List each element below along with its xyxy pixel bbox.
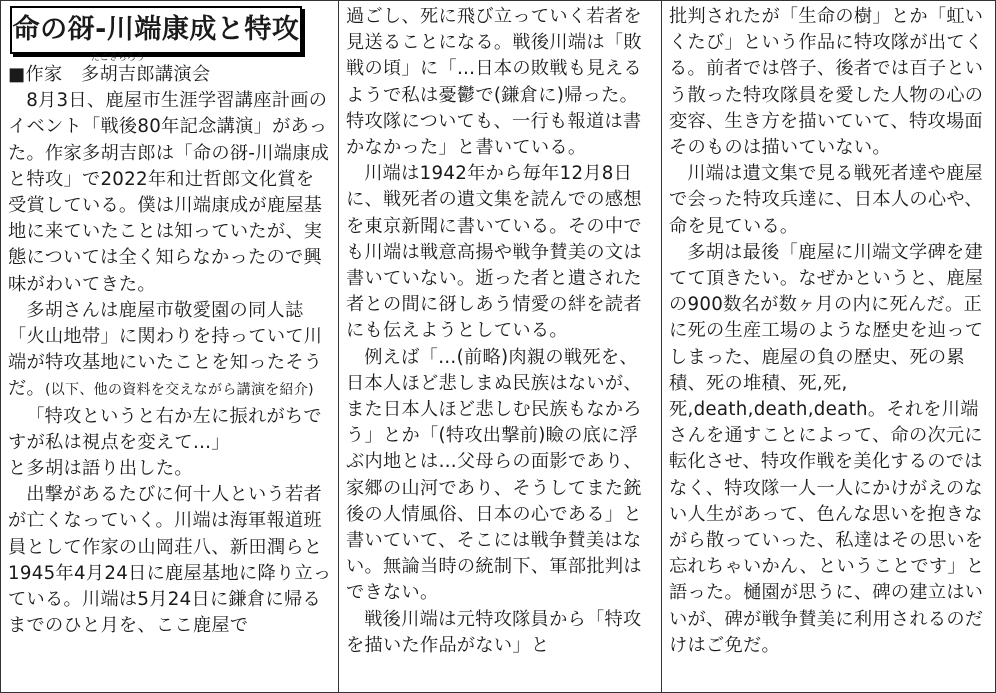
paragraph: 過ごし、死に飛び立っていく若者を見送ることになる。戦後川端は「敗戦の頃」に「…日本の敗戦も見えるようで私は憂鬱で(鎌倉に)帰った。特攻隊についても、一行も報道は書かなかった」と書いている。 <box>346 6 642 159</box>
paragraph: 「特攻というと右か左に振れがちですが私は視点を変えて…」 <box>8 405 322 453</box>
left-rule <box>0 0 1 693</box>
aside-note: (以下、他の資料を交えながら講演を紹介) <box>44 382 314 399</box>
author-name-ruby <box>80 53 155 85</box>
paragraph-text: 多胡さんは鹿屋市敬愛園の同人誌「火山地帯」に関わりを持っていて川端が特攻基地にいたことを知ったそうだ。 <box>8 299 323 400</box>
article-title: 命の谺-川端康成と特攻 <box>12 13 300 45</box>
paragraph: 批判されたが「生命の樹」とか「虹いくたび」という作品に特攻隊が出てくる。前者では啓子、後者では百子という散った特攻隊員を愛した人物の心の変容、生き方を描いていて、特攻場面そのものは描いていない。 <box>669 6 984 159</box>
paragraph: 多胡は最後「鹿屋に川端文学碑を建てて頂きたい。なぜかというと、鹿屋の900数名が数ヶ月の内に死んだ。正に死の生産工場のような歴史を辿ってしまった、鹿屋の負の歴史、死の累積、死の堆積、死,死,死,death,death,death。それを川端さんを通すことによって、命の次元に転化させ、特攻作戦を美化するのではなく、特攻隊一人一人にかけがえのない人生があって、色んな思いを抱きながら散っていった、私達はその思いを忘れちゃいかん、ということです」と語った。樋園が思うに、碑の建立はいいが、碑が戦争賛美に利用されるのだけはご免だ。 <box>669 241 985 656</box>
paragraph: 川端は遺文集で見る戦死者達や鹿屋で会った特攻兵達に、日本人の心や、命を見ている。 <box>669 163 983 237</box>
paragraph: と多胡は語り出した。 <box>8 458 193 480</box>
article-column-3 <box>669 4 987 689</box>
author-furigana: たごきちろう <box>90 53 145 63</box>
paragraph: 8月3日、鹿屋市生涯学習講座計画のイベント「戦後80年記念講演」があった。作家多胡吉郎は「命の谺-川端康成と特攻」で2022年和辻哲郎文化賞を受賞している。僕は川端康成が鹿屋基地に来ていたことは知っていたが、実態については全く知らなかったので興味がわいてきた。 <box>8 90 330 295</box>
paragraph: 川端は1942年から毎年12月8日に、戦死者の遺文集を読んでの感想を東京新聞に書いている。その中でも川端は戦意高揚や戦争賛美の文は書いていない。逝った者と遺された者との間に谺しあう情愛の絆を読者にも伝えようとしている。 <box>346 163 642 342</box>
top-rule <box>0 0 996 1</box>
lecture-label: 講演会 <box>154 64 211 85</box>
author-line <box>8 53 332 88</box>
article-column-1 <box>8 4 332 689</box>
paragraph <box>8 298 332 404</box>
article-title-box <box>10 6 302 54</box>
paragraph: 出撃があるたびに何十人という若者が亡くなっていく。川端は海軍報道班員として作家の山岡荘八、新田潤らと1945年4月24日に鹿屋基地に降り立っている。川端は5月24日に鎌倉に帰るまでのひと月を、ここ鹿屋で <box>8 484 332 637</box>
column-divider-2 <box>661 0 662 693</box>
author-prefix: ■作家 <box>8 64 81 85</box>
paragraph: 戦後川端は元特攻隊員から「特攻を描いた作品がない」と <box>346 608 642 656</box>
paragraph: 例えば「…(前略)肉親の戦死を、日本人ほど悲しまぬ民族はないが、また日本人ほど悲しむ民族もなかろう」とか「(特攻出撃前)瞼の底に浮ぶ内地とは…父母らの面影であり、家郷の山河であり、そうしてまた銃後の人情風俗、日本の心である」と書いていて、そこには戦争賛美はない。無論当時の統制下、軍部批判はできない。 <box>346 346 642 604</box>
column-divider-1 <box>338 0 339 693</box>
article-column-2 <box>346 4 654 689</box>
author-name: 多胡吉郎 <box>80 64 155 85</box>
